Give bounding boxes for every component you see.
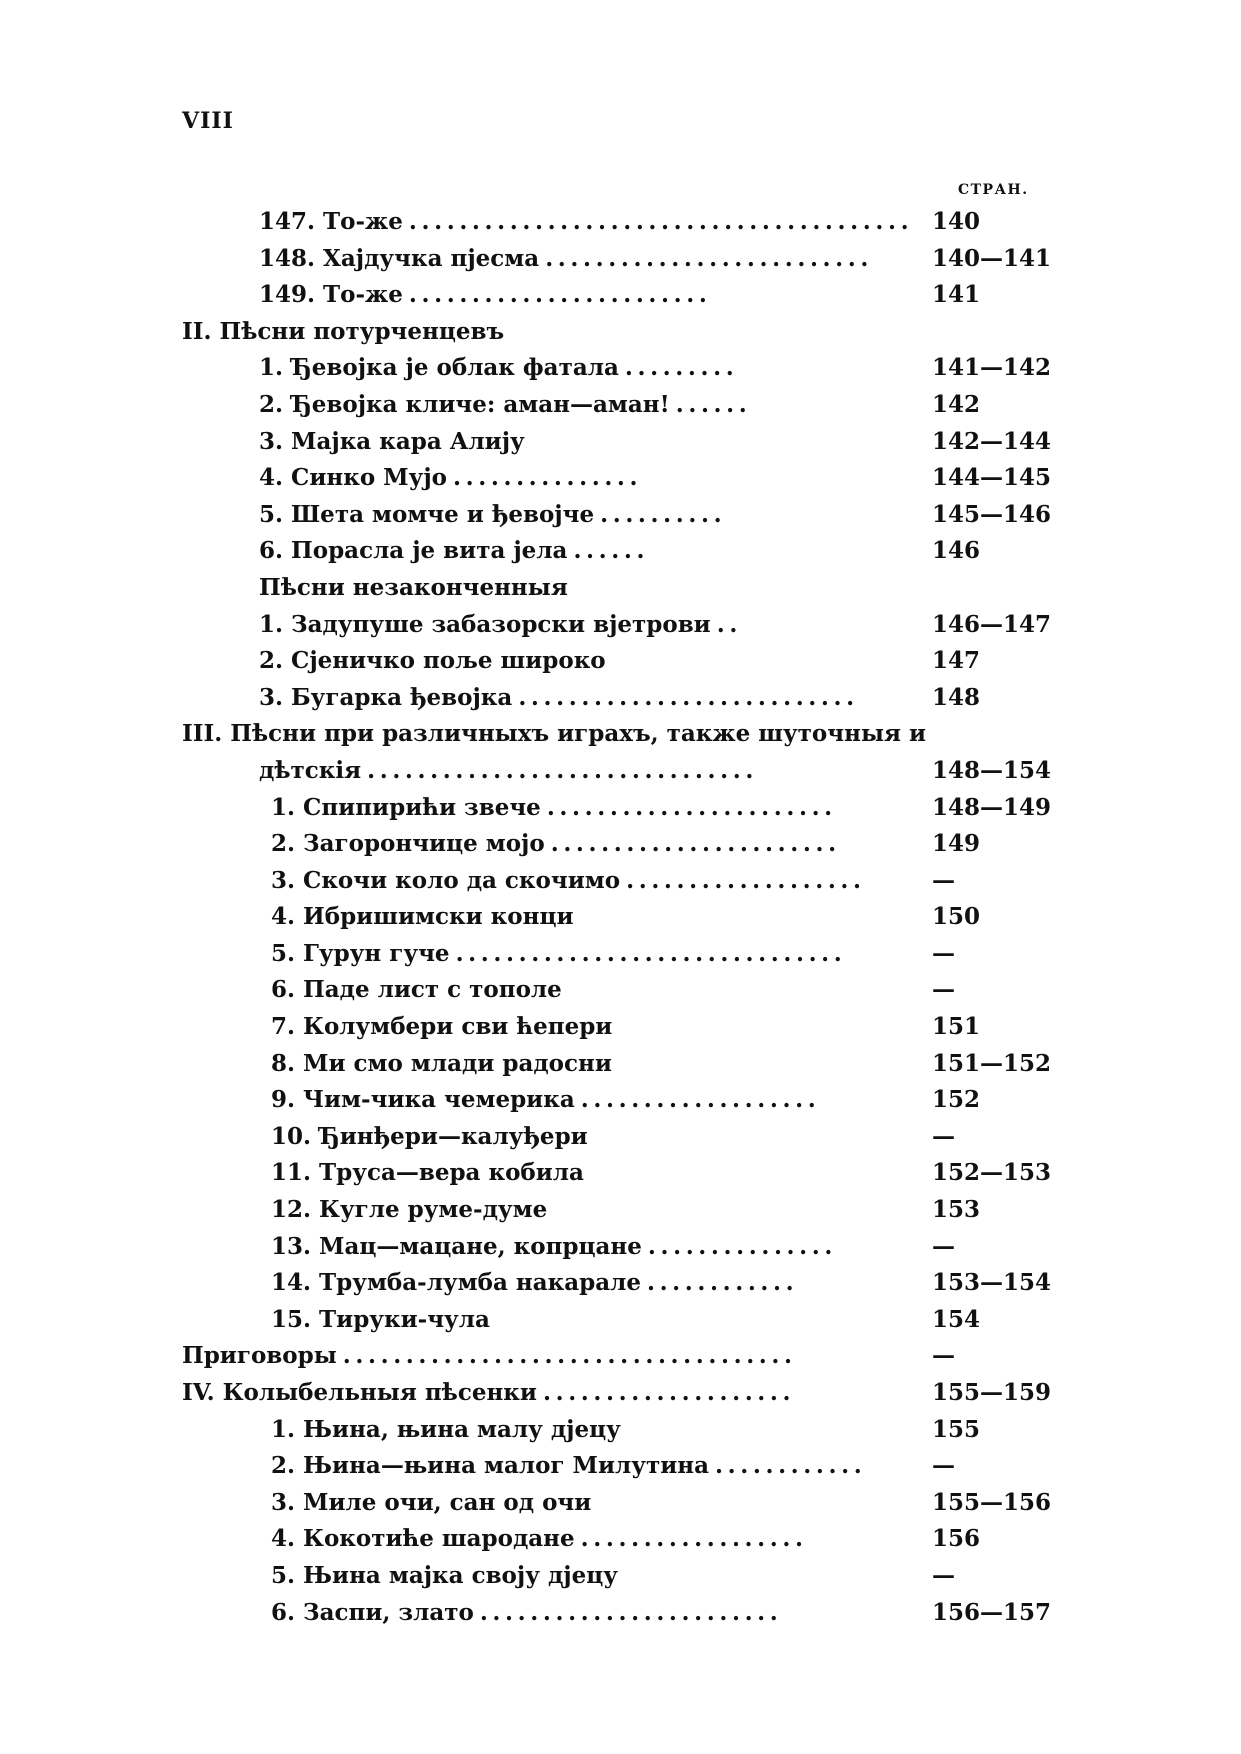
toc-entry-text: 2. Ђевојка кличе: аман—аман! [259, 390, 670, 418]
toc-entry-page: 154 [932, 1305, 981, 1333]
toc-entry [0, 1598, 1241, 1635]
toc-entry-title [271, 1488, 591, 1518]
dot-leader: ......... [624, 354, 739, 382]
toc-entry [0, 1378, 1241, 1415]
toc-entry [0, 317, 1241, 354]
toc-entry-page: 140 [932, 208, 981, 235]
toc-entry [0, 829, 1241, 866]
toc-entry-page: 141 [932, 281, 981, 309]
toc-entry-title [271, 829, 841, 859]
toc-entry-title [259, 610, 742, 640]
toc-entry-title [259, 427, 525, 457]
toc-entry [0, 1122, 1241, 1159]
page-column-header: СТРАН. [958, 182, 1029, 198]
toc-entry-title [271, 793, 837, 823]
toc-entry-text: 12. Кугле руме-думе [271, 1196, 548, 1224]
toc-entry [0, 756, 1241, 793]
dot-leader: ............ [715, 1452, 867, 1480]
toc-entry [0, 1561, 1241, 1598]
toc-entry-page: 156—157 [932, 1598, 1052, 1626]
dot-leader: ........................................ [408, 208, 914, 235]
toc-entry-text: 9. Чим-чика чемерика [271, 1086, 575, 1114]
toc-entry-text: 4. Кокотиће шародане [271, 1525, 575, 1553]
toc-entry [0, 463, 1241, 500]
dot-leader: ........................ [479, 1598, 783, 1626]
toc-entry-text: 6. Заспи, злато [271, 1598, 474, 1626]
toc-entry-page: 155—159 [932, 1379, 1052, 1406]
toc-entry-page: 153—154 [932, 1269, 1052, 1297]
toc-entry-page: — [932, 1342, 955, 1370]
toc-entry-text: 10. Ђинђери—калуђери [271, 1122, 588, 1150]
toc-entry-text: 4. Синко Мујо [259, 464, 448, 492]
toc-entry-text: 7. Колумбери сви ћепери [271, 1013, 613, 1041]
toc-entry-text: 3. Бугарка ђевојка [259, 683, 513, 711]
toc-entry [0, 1268, 1241, 1305]
toc-entry-text: 11. Труса—вера кобила [271, 1159, 584, 1187]
toc-entry [0, 390, 1241, 427]
toc-entry [0, 902, 1241, 939]
dot-leader: ................... [626, 866, 866, 894]
toc-entry-text: 149. То-же [259, 281, 403, 309]
toc-entry-text: 8. Ми смо млади радосни [271, 1049, 612, 1077]
toc-entry-title [259, 207, 913, 237]
toc-entry-title [271, 1268, 798, 1298]
toc-entry-page: 151 [932, 1013, 981, 1041]
toc-entry [0, 610, 1241, 647]
toc-entry-title [271, 1122, 588, 1152]
toc-entry-text: III. Пѣсни при различныхъ играхъ, также шуточныя и [182, 720, 927, 748]
toc-entry-text: Приговоры [182, 1342, 337, 1370]
toc-entry-title [259, 280, 711, 310]
toc-entry [0, 1085, 1241, 1122]
toc-entry-text: IV. Колыбельныя пѣсенки [182, 1379, 537, 1406]
toc-entry-page: — [932, 866, 955, 894]
toc-entry-page: — [932, 1122, 955, 1150]
toc-entry [0, 866, 1241, 903]
toc-entry-text: 2. Сјеничко поље широко [259, 647, 606, 675]
toc-entry [0, 427, 1241, 464]
toc-entry-page: 150 [932, 903, 981, 931]
toc-entry-title [271, 1232, 837, 1262]
toc-entry [0, 1305, 1241, 1342]
toc-entry-text: 1. Задупуше забазорски вјетрови [259, 610, 711, 638]
toc-entry-text: 1. Њина, њина малу дјецу [271, 1415, 621, 1443]
toc-entry [0, 500, 1241, 537]
toc-entry [0, 719, 1241, 756]
toc-entry-page: 146—147 [932, 610, 1052, 638]
toc-entry-page: 147 [932, 647, 981, 675]
toc-entry-text: 3. Мајка кара Алију [259, 427, 525, 455]
toc-entry [0, 244, 1241, 281]
toc-entry-page: 148—149 [932, 793, 1052, 821]
dot-leader: .......................... [545, 244, 873, 272]
dot-leader: ............... [453, 464, 643, 492]
toc-entry-text: 5. Гурун гуче [271, 939, 450, 967]
toc-entry-title [182, 317, 504, 347]
table-of-contents [0, 207, 1241, 1634]
toc-entry-page: — [932, 1232, 955, 1260]
dot-leader: .. [716, 610, 742, 638]
dot-leader: ............................... [455, 939, 847, 967]
toc-entry-page: 151—152 [932, 1049, 1052, 1077]
dot-leader: ........................ [408, 281, 712, 309]
toc-entry-page: 149 [932, 830, 981, 858]
dot-leader: ....................... [546, 793, 837, 821]
toc-entry-title [259, 756, 758, 786]
toc-entry [0, 646, 1241, 683]
toc-entry-text: II. Пѣсни потурченцевъ [182, 317, 505, 345]
toc-entry-text: 5. Њина мајка своју дјецу [271, 1561, 618, 1589]
toc-entry-text: дѣтскія [259, 756, 362, 784]
toc-entry [0, 1341, 1241, 1378]
toc-entry-title [259, 573, 568, 603]
toc-entry-title [271, 939, 846, 969]
toc-entry-page: 142—144 [932, 427, 1052, 455]
dot-leader: ...... [573, 537, 650, 565]
toc-entry-text: 1. Ђевојка је облак фатала [259, 354, 619, 382]
toc-entry-title [259, 536, 649, 566]
toc-entry-page: — [932, 976, 955, 1004]
toc-entry-text: 148. Хајдучка пјесма [259, 244, 540, 272]
toc-entry [0, 793, 1241, 830]
toc-entry-text: 147. То-же [259, 208, 403, 235]
toc-entry-title [259, 244, 873, 274]
toc-entry-title [271, 1012, 612, 1042]
toc-entry-text: 3. Скочи коло да скочимо [271, 866, 621, 894]
toc-entry-page: 155—156 [932, 1488, 1052, 1516]
toc-entry-title [271, 1524, 808, 1554]
toc-entry [0, 1232, 1241, 1269]
dot-leader: .......... [600, 500, 727, 528]
toc-entry-text: 4. Ибришимски конци [271, 903, 574, 931]
toc-entry-page: 155 [932, 1415, 981, 1443]
toc-entry-title [271, 1451, 866, 1481]
toc-entry-text: 15. Тируки-чула [271, 1305, 490, 1333]
page-number: VIII [182, 108, 234, 134]
toc-entry-text: 2. Загорончице мојо [271, 830, 545, 858]
toc-entry [0, 1158, 1241, 1195]
toc-entry-text: 6. Паде лист с тополе [271, 976, 562, 1004]
toc-entry-page: — [932, 1561, 955, 1589]
toc-entry [0, 207, 1241, 244]
toc-entry [0, 975, 1241, 1012]
toc-entry-page: 146 [932, 537, 981, 565]
toc-entry [0, 1451, 1241, 1488]
toc-entry-title [271, 975, 562, 1005]
toc-entry-page: 145—146 [932, 500, 1052, 528]
dot-leader: ........................... [518, 683, 859, 711]
toc-entry-title [259, 683, 859, 713]
toc-entry-page: 140—141 [932, 244, 1052, 272]
toc-entry-page: — [932, 1452, 955, 1480]
toc-entry-text: 1. Спипирићи звече [271, 793, 541, 821]
toc-entry-text: 14. Трумба-лумба накарале [271, 1269, 641, 1297]
toc-entry-title [271, 1049, 612, 1079]
toc-entry-title [271, 866, 866, 896]
toc-entry [0, 573, 1241, 610]
toc-entry-title [182, 719, 926, 749]
toc-entry-page: 148 [932, 683, 981, 711]
toc-entry-title [271, 1561, 618, 1591]
dot-leader: ............................... [367, 756, 758, 784]
toc-entry-title [271, 1598, 782, 1628]
toc-entry-page: 148—154 [932, 756, 1052, 784]
toc-entry-title [271, 902, 574, 932]
dot-leader: ................... [580, 1086, 821, 1114]
dot-leader: ....................... [550, 830, 841, 858]
toc-entry-text: 6. Порасла је вита јела [259, 537, 568, 565]
toc-entry-text: 13. Мац—мацане, копрцане [271, 1232, 642, 1260]
toc-entry [0, 1488, 1241, 1525]
toc-entry [0, 683, 1241, 720]
toc-entry [0, 536, 1241, 573]
toc-entry [0, 1012, 1241, 1049]
toc-entry-title [182, 1341, 797, 1371]
dot-leader: .................................... [342, 1342, 797, 1370]
toc-entry-page: 142 [932, 390, 981, 418]
toc-entry-title [259, 390, 751, 420]
toc-entry-text: 2. Њина—њина малог Милутина [271, 1452, 710, 1480]
toc-entry-title [259, 353, 738, 383]
toc-entry-page: — [932, 939, 955, 967]
toc-entry-text: 5. Шета момче и ђевојче [259, 500, 595, 528]
toc-entry-page: 153 [932, 1196, 981, 1224]
dot-leader: ...... [675, 390, 752, 418]
toc-entry-page: 144—145 [932, 464, 1052, 492]
toc-entry-title [271, 1195, 547, 1225]
toc-entry-page: 152 [932, 1086, 981, 1114]
toc-entry-page: 156 [932, 1525, 981, 1553]
toc-entry [0, 1524, 1241, 1561]
toc-entry [0, 353, 1241, 390]
toc-entry-text: Пѣсни незаконченныя [259, 573, 568, 601]
toc-entry-title [271, 1158, 584, 1188]
dot-leader: .................... [542, 1379, 796, 1406]
toc-entry-title [271, 1305, 490, 1335]
toc-entry-title [259, 500, 726, 530]
dot-leader: ............ [646, 1269, 799, 1297]
toc-entry-text: 3. Миле очи, сан од очи [271, 1488, 592, 1516]
toc-entry [0, 1195, 1241, 1232]
toc-entry [0, 1415, 1241, 1452]
toc-entry [0, 280, 1241, 317]
toc-entry [0, 1049, 1241, 1086]
toc-entry-title [182, 1378, 795, 1408]
toc-entry [0, 939, 1241, 976]
toc-entry-title [271, 1085, 820, 1115]
toc-entry-title [259, 463, 642, 493]
dot-leader: .................. [580, 1525, 808, 1553]
toc-entry-title [271, 1415, 621, 1445]
dot-leader: ............... [647, 1232, 837, 1260]
toc-entry-page: 141—142 [932, 354, 1052, 382]
toc-entry-page: 152—153 [932, 1159, 1052, 1187]
toc-entry-title [259, 646, 606, 676]
